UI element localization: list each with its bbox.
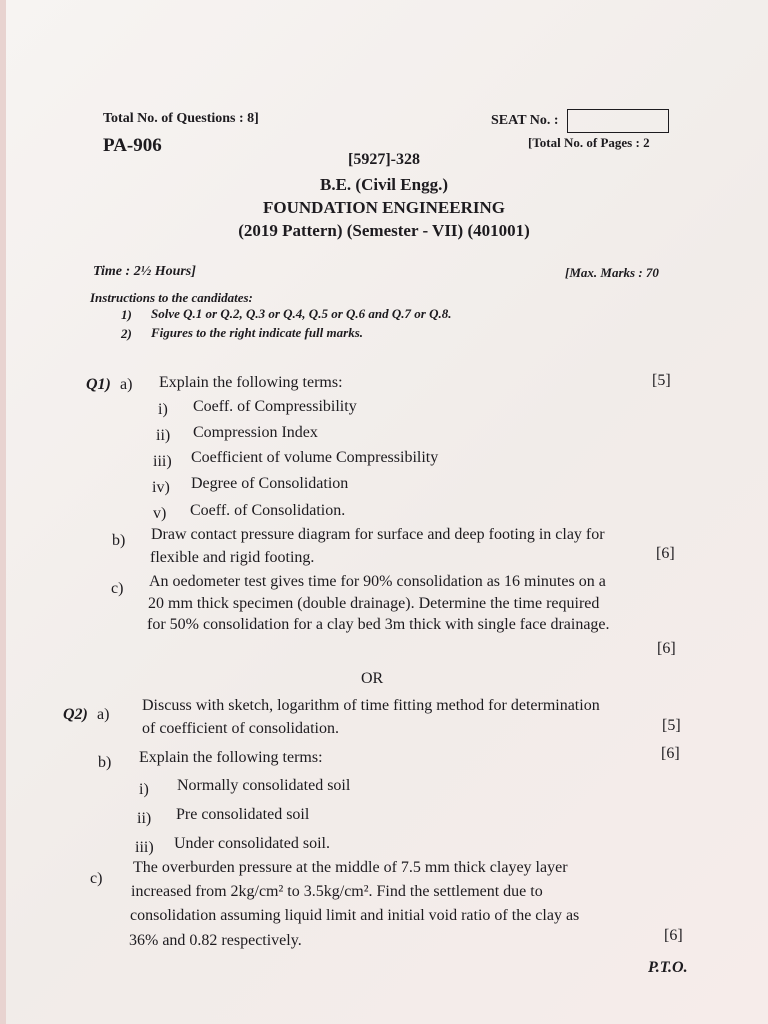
q1c-marks: [6] xyxy=(657,640,676,657)
q1a-item-1-num: i) xyxy=(158,401,168,418)
q1a-item-4: Degree of Consolidation xyxy=(191,475,349,492)
q2c-line-2: increased from 2kg/cm² to 3.5kg/cm². Find the settlement due to xyxy=(131,883,543,900)
q2b-item-1: Normally consolidated soil xyxy=(177,777,351,794)
q2b-item-3-num: iii) xyxy=(135,839,154,856)
seat-no-box xyxy=(567,109,669,133)
instruction-1-num: 1) xyxy=(121,307,132,322)
instruction-2: Figures to the right indicate full marks. xyxy=(151,325,364,340)
q2b-item-1-num: i) xyxy=(139,781,149,798)
q2c-label: c) xyxy=(90,870,103,887)
seat-no-label: SEAT No. : xyxy=(491,113,559,128)
q2b-text: Explain the following terms: xyxy=(139,749,323,766)
q2c-marks: [6] xyxy=(664,927,683,944)
q1c-line-3: for 50% consolidation for a clay bed 3m thick with single face drainage. xyxy=(147,616,610,633)
q1a-marks: [5] xyxy=(652,372,671,389)
time-label: Time : 2½ Hours] xyxy=(93,264,196,279)
q2c-line-1: The overburden pressure at the middle of 7.5 mm thick clayey layer xyxy=(133,859,568,876)
total-questions: Total No. of Questions : 8] xyxy=(103,111,259,126)
q1a-item-2: Compression Index xyxy=(193,424,318,441)
q1c-line-2: 20 mm thick specimen (double drainage). Determine the time required xyxy=(148,595,600,612)
exam-code: [5927]-328 xyxy=(348,151,420,168)
q2-number: Q2) xyxy=(63,706,88,723)
q1b-line-1: Draw contact pressure diagram for surface and deep footing in clay for xyxy=(151,526,605,543)
q2a-line-2: of coefficient of consolidation. xyxy=(142,720,339,737)
q1c-line-1: An oedometer test gives time for 90% consolidation as 16 minutes on a xyxy=(149,573,606,590)
instructions-title: Instructions to the candidates: xyxy=(90,290,253,305)
q2a-label: a) xyxy=(97,706,110,723)
q2a-marks: [5] xyxy=(662,717,681,734)
q1a-item-4-num: iv) xyxy=(152,479,170,496)
degree-title: B.E. (Civil Engg.) xyxy=(320,175,448,194)
q1a-label: a) xyxy=(120,376,133,393)
q2b-label: b) xyxy=(98,754,112,771)
q2b-marks: [6] xyxy=(661,745,680,762)
q1a-item-1: Coeff. of Compressibility xyxy=(193,398,357,415)
q2c-line-4: 36% and 0.82 respectively. xyxy=(129,932,302,949)
q1a-item-3-num: iii) xyxy=(153,453,172,470)
q2a-line-1: Discuss with sketch, logarithm of time fitting method for determination xyxy=(142,697,600,714)
q1b-label: b) xyxy=(112,532,126,549)
q1a-item-2-num: ii) xyxy=(156,427,171,444)
q2c-line-3: consolidation assuming liquid limit and initial void ratio of the clay as xyxy=(130,907,580,924)
q1b-line-2: flexible and rigid footing. xyxy=(150,549,315,566)
q2b-item-2-num: ii) xyxy=(137,810,152,827)
instruction-2-num: 2) xyxy=(121,326,132,341)
subject-title: FOUNDATION ENGINEERING xyxy=(263,198,505,217)
q2b-item-3: Under consolidated soil. xyxy=(174,835,330,852)
q1a-text: Explain the following terms: xyxy=(159,374,343,391)
q1a-item-3: Coefficient of volume Compressibility xyxy=(191,449,439,466)
pattern-line: (2019 Pattern) (Semester - VII) (401001) xyxy=(238,221,530,240)
max-marks: [Max. Marks : 70 xyxy=(565,265,659,280)
q2b-item-2: Pre consolidated soil xyxy=(176,806,310,823)
q1a-item-5-num: v) xyxy=(153,505,167,522)
total-pages: [Total No. of Pages : 2 xyxy=(528,135,650,150)
instruction-1: Solve Q.1 or Q.2, Q.3 or Q.4, Q.5 or Q.6 and Q.7 or Q.8. xyxy=(151,306,452,321)
q1c-label: c) xyxy=(111,580,124,597)
q1b-marks: [6] xyxy=(656,545,675,562)
or-divider: OR xyxy=(361,670,384,687)
paper-code: PA-906 xyxy=(103,135,162,156)
q1-number: Q1) xyxy=(86,376,111,393)
q1a-item-5: Coeff. of Consolidation. xyxy=(190,502,346,519)
pto-footer: P.T.O. xyxy=(648,959,688,976)
